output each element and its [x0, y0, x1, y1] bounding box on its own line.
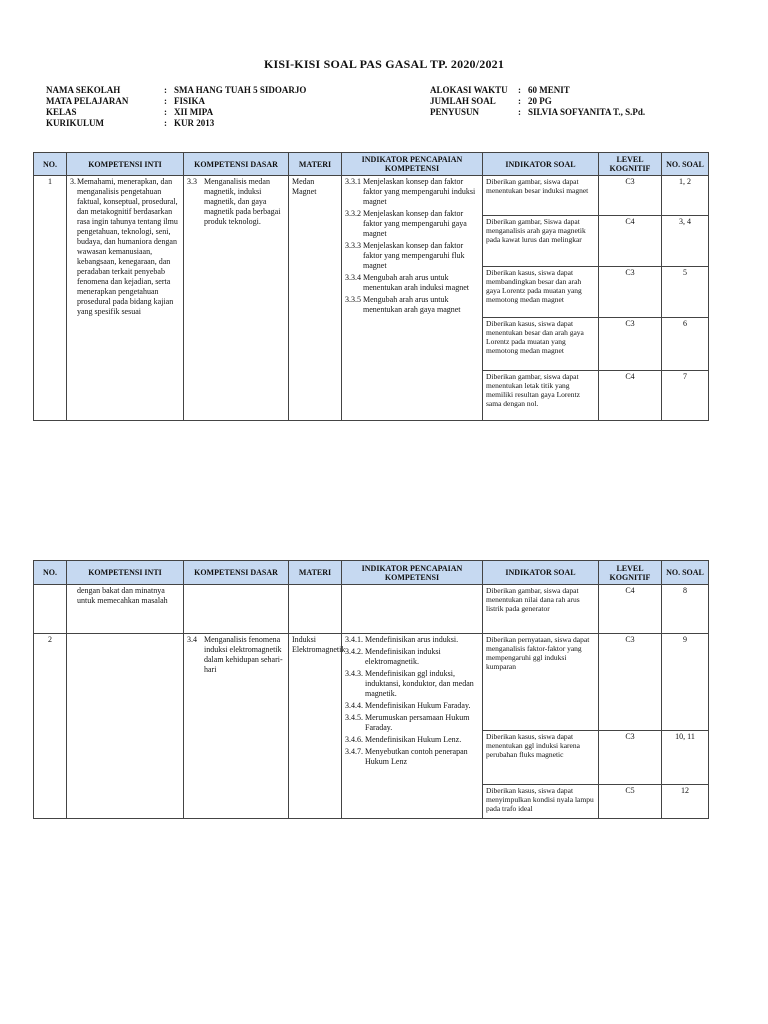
header-indikator-soal: INDIKATOR SOAL [483, 153, 599, 176]
indikator-soal-cell: Diberikan kasus, siswa dapat menentukan ggl induksi karena perubahan fluks magnetic [483, 731, 599, 785]
row-number [34, 585, 67, 634]
meta-label: JUMLAH SOAL [430, 96, 496, 106]
no-soal-cell: 6 [662, 318, 709, 371]
row-number: 1 [34, 176, 67, 421]
level-cell: C3 [599, 731, 662, 785]
table-header-row [34, 561, 709, 585]
no-soal-cell: 12 [662, 785, 709, 819]
meta-row-author: PENYUSUN : SILVIA SOFYANITA T., S.Pd. [430, 107, 646, 117]
ipk-item: 3.4.2. Mendefinisikan induksi elektromagnetik. [345, 647, 441, 666]
kompetensi-inti-cell [67, 634, 184, 819]
meta-row-curriculum: KURIKULUM : KUR 2013 [46, 118, 215, 128]
no-soal-cell: 3, 4 [662, 216, 709, 267]
meta-label: MATA PELAJARAN [46, 96, 129, 106]
indikator-soal-cell: Diberikan kasus, siswa dapat membandingkan besar dan arah gaya Lorentz pada muatan yang memotong medan magnet [483, 267, 599, 318]
ipk-cell [342, 634, 483, 819]
table-row [34, 176, 709, 216]
header-kd: KOMPETENSI DASAR [184, 153, 289, 176]
kompetensi-dasar-cell: 3.4 Menganalisis fenomena induksi elektromagnetik dalam kehidupan sehari-hari [184, 634, 289, 819]
header-ki: KOMPETENSI INTI [67, 153, 184, 176]
meta-row-school: NAMA SEKOLAH : SMA HANG TUAH 5 SIDOARJO [46, 85, 307, 95]
kompetensi-inti-cell: 3. Memahami, menerapkan, dan menganalisis pengetahuan faktual, konseptual, prosedural, dan metakognitif berdasarkan rasa ingin tahunya tentang ilmu pengetahuan, teknologi, seni, budaya, dan humaniora dengan wawasan kemanusiaan, kebangsaan, kenegaraan, dan peradaban terkait penyebab fenomena dan kejadian, serta menerapkan pengetahuan prosedural pada bidang kajian yang spesifik sesuai [67, 176, 184, 421]
no-soal-cell: 9 [662, 634, 709, 731]
header-no-soal: NO. SOAL [662, 153, 709, 176]
meta-left [46, 85, 306, 129]
meta-row-count: JUMLAH SOAL : 20 PG [430, 96, 552, 106]
no-soal-cell: 7 [662, 371, 709, 421]
meta-right [430, 85, 645, 118]
header-ipk: INDIKATOR PENCAPAIAN KOMPETENSI [342, 153, 483, 176]
meta-value: 20 PG [528, 96, 552, 106]
level-cell: C4 [599, 371, 662, 421]
meta-label: PENYUSUN [430, 107, 480, 117]
table-row [34, 634, 709, 731]
ipk-cell [342, 176, 483, 421]
ipk-item: 3.4.3. Mendefinisikan ggl induksi, induktansi, konduktor, dan medan magnetik. [345, 669, 474, 698]
meta-value: FISIKA [174, 96, 206, 106]
indikator-soal-cell: Diberikan gambar, siswa dapat menentukan besar induksi magnet [483, 176, 599, 216]
meta-label: NAMA SEKOLAH [46, 85, 121, 95]
ipk-item: 3.3.4 Mengubah arah arus untuk menentukan arah induksi magnet [345, 273, 469, 292]
level-cell: C3 [599, 267, 662, 318]
no-soal-cell: 5 [662, 267, 709, 318]
ipk-item: 3.4.4. Mendefinisikan Hukum Faraday. [345, 701, 471, 710]
meta-value: SILVIA SOFYANITA T., S.Pd. [528, 107, 646, 117]
kompetensi-dasar-cell: 3.3 Menganalisis medan magnetik, induksi magnetik, dan gaya magnetik pada berbagai produk teknologi. [184, 176, 289, 421]
ipk-item: 3.4.1. Mendefinisikan arus induksi. [345, 635, 459, 644]
kisi-table-1 [33, 152, 709, 421]
indikator-soal-cell: Diberikan gambar, Siswa dapat menganalisis arah gaya magnetik pada kawat lurus dan melingkar [483, 216, 599, 267]
header-materi: MATERI [289, 153, 342, 176]
meta-label: ALOKASI WAKTU [430, 85, 508, 95]
meta-label: KURIKULUM [46, 118, 104, 128]
kompetensi-dasar-text: Menganalisis fenomena induksi elektromagnetik dalam kehidupan sehari-hari [204, 635, 283, 674]
ipk-item: 3.3.3 Menjelaskan konsep dan faktor faktor yang mempengaruhi fluk magnet [345, 241, 465, 270]
meta-value: 60 MENIT [528, 85, 570, 95]
header-ki: KOMPETENSI INTI [67, 561, 184, 585]
materi-cell [289, 585, 342, 634]
meta-row-time: ALOKASI WAKTU : 60 MENIT [430, 85, 570, 95]
kompetensi-dasar-text: Menganalisis medan magnetik, induksi magnetik, dan gaya magnetik pada berbagai produk teknologi. [204, 177, 281, 226]
kompetensi-inti-cell: dengan bakat dan minatnya untuk memecahkan masalah [67, 585, 184, 634]
level-cell: C3 [599, 634, 662, 731]
meta-value: KUR 2013 [174, 118, 215, 128]
no-soal-cell: 8 [662, 585, 709, 634]
kompetensi-dasar-cell [184, 585, 289, 634]
ipk-item: 3.4.7. Menyebutkan contoh penerapan Hukum Lenz [345, 747, 468, 766]
header-no: NO. [34, 153, 67, 176]
indikator-soal-cell: Diberikan kasus, siswa dapat menyimpulkan kondisi nyala lampu pada trafo ideal [483, 785, 599, 819]
ipk-item: 3.3.1 Menjelaskan konsep dan faktor faktor yang mempengaruhi induksi magnet [345, 177, 476, 206]
table-header-row [34, 153, 709, 176]
no-soal-cell: 10, 11 [662, 731, 709, 785]
header-no-soal: NO. SOAL [662, 561, 709, 585]
level-cell: C5 [599, 785, 662, 819]
header-ipk: INDIKATOR PENCAPAIAN KOMPETENSI [342, 561, 483, 585]
header-indikator-soal: INDIKATOR SOAL [483, 561, 599, 585]
meta-row-subject: MATA PELAJARAN : FISIKA [46, 96, 206, 106]
materi-cell: Medan Magnet [289, 176, 342, 421]
ipk-item: 3.4.5. Merumuskan persamaan Hukum Faraday. [345, 713, 470, 732]
meta-value: SMA HANG TUAH 5 SIDOARJO [174, 85, 307, 95]
level-cell: C3 [599, 176, 662, 216]
row-number: 2 [34, 634, 67, 819]
no-soal-cell: 1, 2 [662, 176, 709, 216]
document-title: KISI-KISI SOAL PAS GASAL TP. 2020/2021 [263, 57, 505, 71]
meta-row-class: KELAS : XII MIPA [46, 107, 214, 117]
indikator-soal-cell: Diberikan pernyataan, siswa dapat menganalisis faktor-faktor yang mempengaruhi ggl induksi kumparan [483, 634, 599, 731]
indikator-soal-cell: Diberikan kasus, siswa dapat menentukan besar dan arah gaya Lorentz pada muatan yang memotong medan magnet [483, 318, 599, 371]
indikator-soal-cell: Diberikan gambar, siswa dapat menentukan letak titik yang memiliki resultan gaya Lorentz sama dengan nol. [483, 371, 599, 421]
header-level: LEVEL KOGNITIF [599, 561, 662, 585]
kompetensi-inti-text: Memahami, menerapkan, dan menganalisis pengetahuan faktual, konseptual, prosedural, dan metakognitif berdasarkan rasa ingin tahunya tentang ilmu pengetahuan, teknologi, seni, budaya, dan humaniora dengan wawasan kemanusiaan, kebangsaan, kenegaraan, dan peradaban terkait penyebab fenomena dan kejadian, serta menerapkan pengetahuan prosedural pada bidang kajian yang spesifik sesuai [77, 177, 178, 316]
table-row [34, 585, 709, 634]
level-cell: C4 [599, 216, 662, 267]
ipk-item: 3.3.5 Mengubah arah arus untuk menentukan arah gaya magnet [345, 295, 461, 314]
materi-cell: Induksi Elektromagnetik [289, 634, 342, 819]
header-materi: MATERI [289, 561, 342, 585]
header-no: NO. [34, 561, 67, 585]
kisi-table-2 [33, 560, 709, 819]
meta-label: KELAS [46, 107, 77, 117]
level-cell: C3 [599, 318, 662, 371]
header-level: LEVEL KOGNITIF [599, 153, 662, 176]
header-kd: KOMPETENSI DASAR [184, 561, 289, 585]
ipk-item: 3.4.6. Mendefinisikan Hukum Lenz. [345, 735, 462, 744]
ipk-item: 3.3.2 Menjelaskan konsep dan faktor faktor yang mempengaruhi gaya magnet [345, 209, 467, 238]
ipk-cell [342, 585, 483, 634]
meta-value: XII MIPA [174, 107, 214, 117]
level-cell: C4 [599, 585, 662, 634]
indikator-soal-cell: Diberikan gambar, siswa dapat menentukan nilai dana rah arus listrik pada generator [483, 585, 599, 634]
